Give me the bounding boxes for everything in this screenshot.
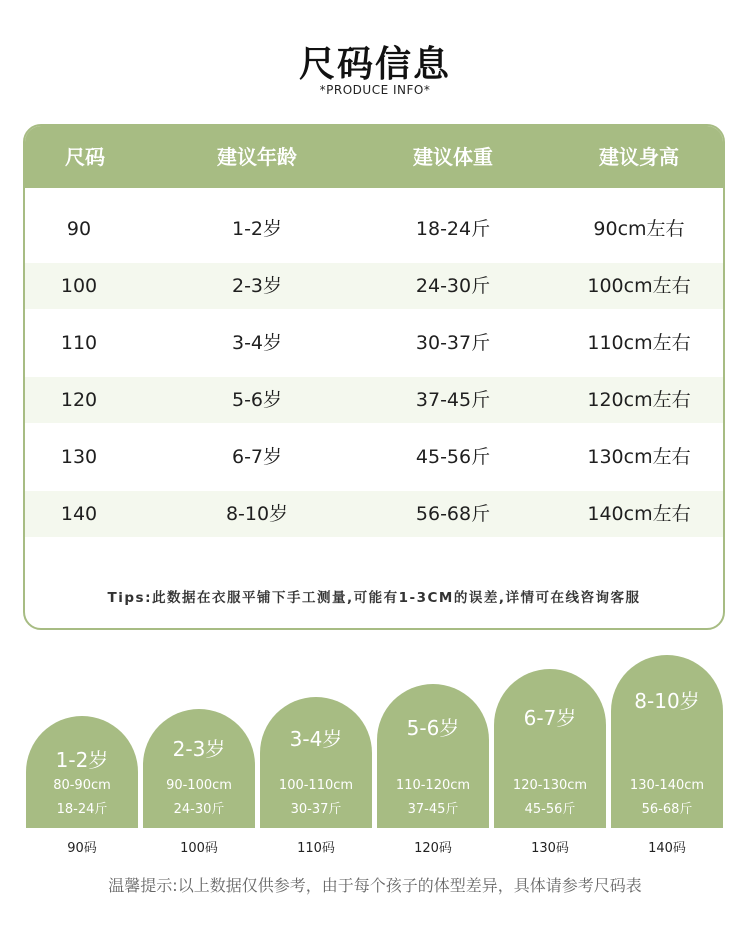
cell-height: 120cm左右 — [587, 389, 691, 411]
arch-weight-range: 18-24斤 — [56, 802, 108, 817]
cell-weight: 45-56斤 — [415, 446, 491, 468]
arch-size-code: 120码 — [414, 841, 452, 856]
cell-age: 5-6岁 — [231, 389, 283, 411]
arch-size-code: 140码 — [648, 841, 686, 856]
size-arch — [26, 716, 138, 828]
cell-height: 90cm左右 — [593, 218, 685, 240]
table-row — [25, 320, 723, 366]
arch-age: 5-6岁 — [406, 716, 460, 740]
arch-weight-range: 30-37斤 — [290, 802, 342, 817]
cell-weight: 24-30斤 — [415, 275, 491, 297]
cell-size: 140 — [60, 503, 98, 525]
header-size: 尺码 — [65, 145, 105, 169]
table-header — [25, 126, 723, 188]
arch-height-range: 100-110cm — [278, 778, 354, 793]
size-arch — [143, 709, 255, 828]
arch-size-code: 100码 — [180, 841, 218, 856]
arch-age: 2-3岁 — [172, 737, 226, 761]
cell-height: 140cm左右 — [587, 503, 691, 525]
cell-age: 3-4岁 — [231, 332, 283, 354]
arch-height-range: 90-100cm — [166, 778, 232, 793]
size-arch — [494, 669, 606, 828]
cell-size: 130 — [60, 446, 98, 468]
header-height: 建议身高 — [599, 145, 679, 169]
cell-height: 130cm左右 — [587, 446, 691, 468]
table-row — [25, 377, 723, 423]
cell-age: 6-7岁 — [231, 446, 283, 468]
size-table-card — [23, 124, 725, 630]
arch-weight-range: 56-68斤 — [641, 802, 693, 817]
page-subtitle: *PRODUCE INFO* — [319, 83, 431, 97]
cell-weight: 18-24斤 — [415, 218, 491, 240]
arch-age: 3-4岁 — [289, 727, 343, 751]
arch-age: 8-10岁 — [634, 689, 700, 713]
arch-height-range: 80-90cm — [53, 778, 111, 793]
cell-size: 90 — [66, 218, 92, 240]
arch-size-code: 110码 — [297, 841, 335, 856]
cell-weight: 37-45斤 — [415, 389, 491, 411]
cell-weight: 56-68斤 — [415, 503, 491, 525]
cell-size: 110 — [60, 332, 98, 354]
table-row — [25, 491, 723, 537]
page-title: 尺码信息 — [298, 44, 451, 85]
table-row — [25, 263, 723, 309]
cell-size: 120 — [60, 389, 98, 411]
arch-weight-range: 45-56斤 — [524, 802, 576, 817]
arch-weight-range: 24-30斤 — [173, 802, 225, 817]
cell-weight: 30-37斤 — [415, 332, 491, 354]
arch-size-code: 90码 — [67, 841, 97, 856]
arch-size-code: 130码 — [531, 841, 569, 856]
cell-height: 110cm左右 — [587, 332, 691, 354]
table-row — [25, 434, 723, 480]
table-row — [25, 206, 723, 252]
arch-weight-range: 37-45斤 — [407, 802, 459, 817]
header-age: 建议年龄 — [217, 145, 297, 169]
cell-size: 100 — [60, 275, 98, 297]
header-weight: 建议体重 — [413, 145, 493, 169]
arch-age: 1-2岁 — [55, 748, 109, 772]
size-arch — [377, 684, 489, 828]
tips-note: Tips:此数据在衣服平铺下手工测量,可能有1-3CM的误差,详情可在线咨询客服 — [107, 590, 641, 606]
cell-age: 1-2岁 — [231, 218, 283, 240]
size-arch — [260, 697, 372, 828]
arch-height-range: 120-130cm — [512, 778, 588, 793]
arch-height-range: 130-140cm — [629, 778, 705, 793]
cell-age: 8-10岁 — [225, 503, 289, 525]
cell-height: 100cm左右 — [587, 275, 691, 297]
arch-age: 6-7岁 — [523, 706, 577, 730]
footer-note: 温馨提示:以上数据仅供参考，由于每个孩子的体型差异，具体请参考尺码表 — [108, 876, 642, 895]
cell-age: 2-3岁 — [231, 275, 283, 297]
size-arch — [611, 655, 723, 828]
arch-height-range: 110-120cm — [395, 778, 471, 793]
